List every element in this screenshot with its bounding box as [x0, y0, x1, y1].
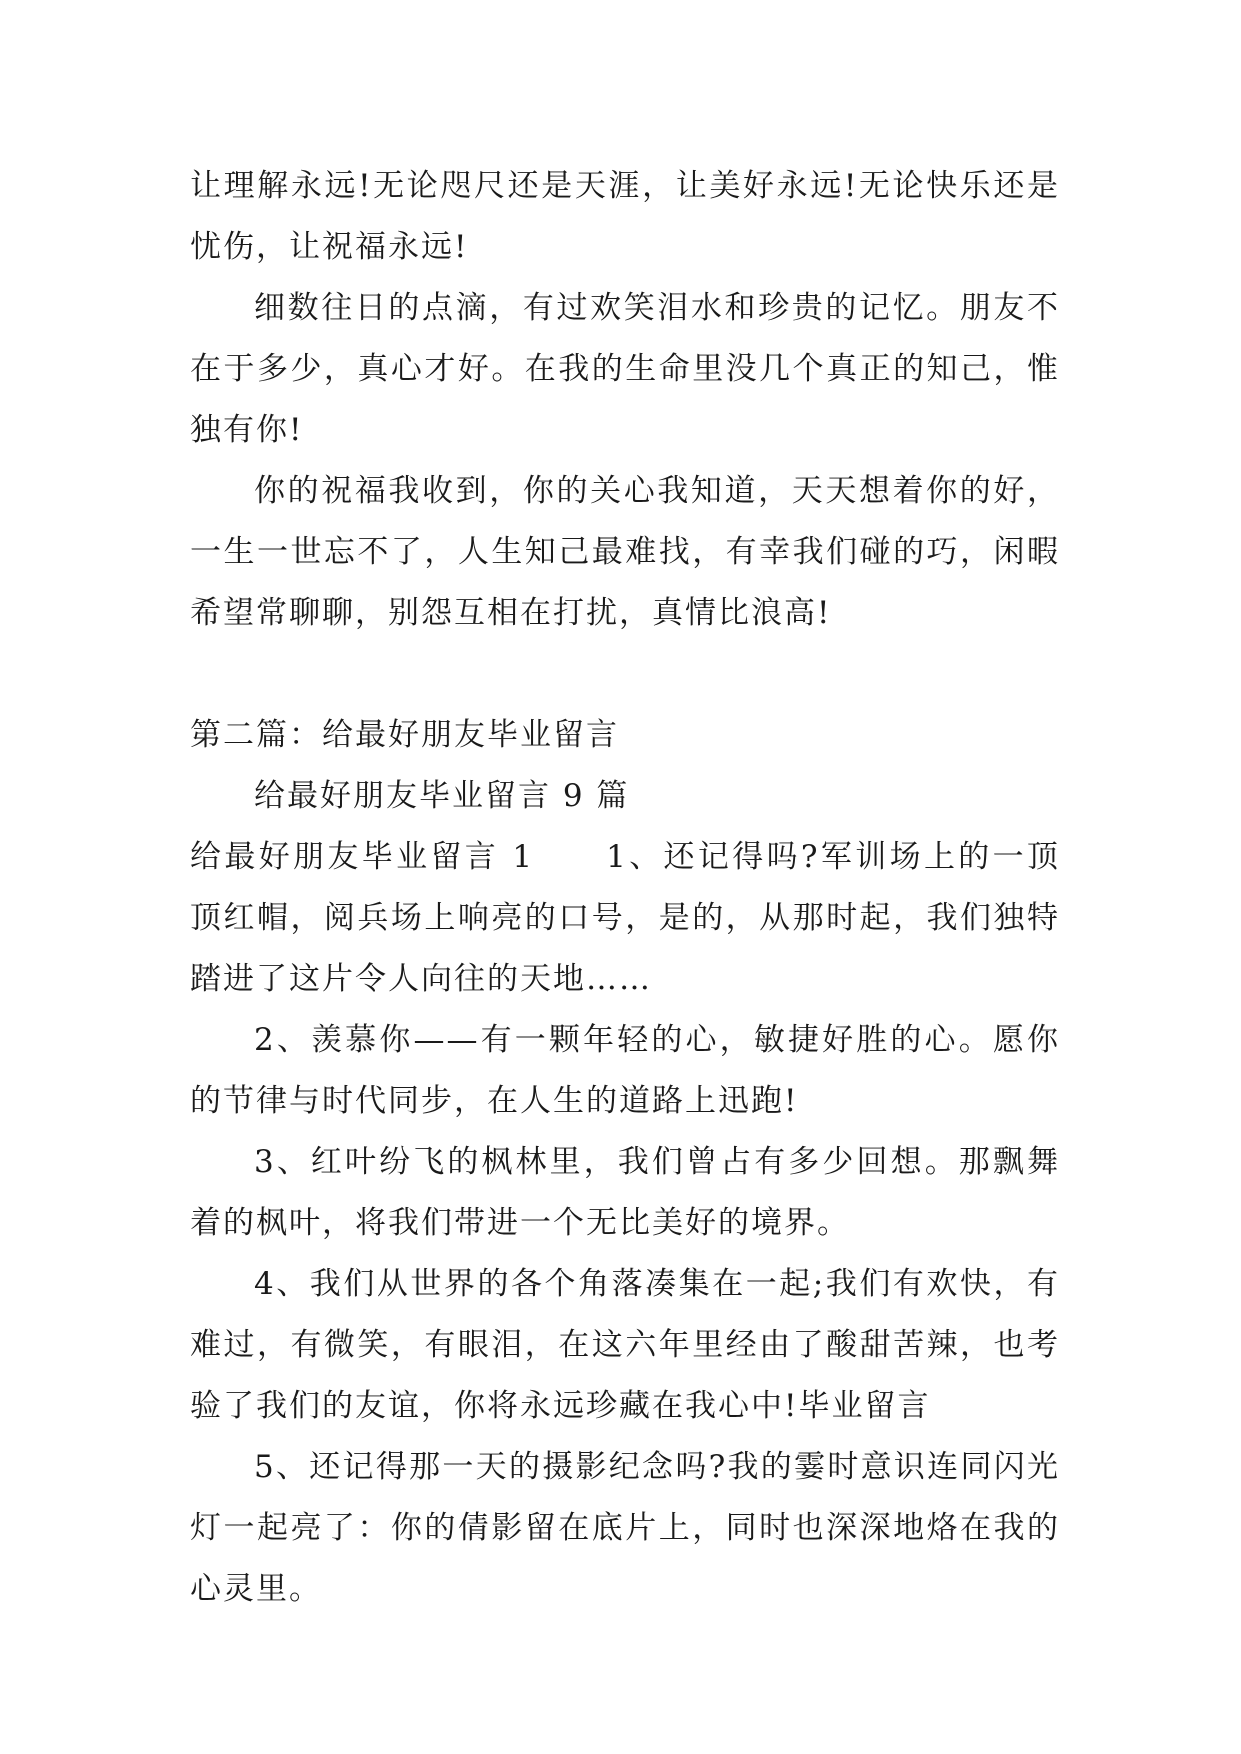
first-item-text: 1、还记得吗?军训场上的一顶顶红帽，阅兵场上响亮的口号，是的，从那时起，我们独特踏进了这片令人向往的天地…… — [190, 839, 1061, 997]
item-title: 给最好朋友毕业留言 1 — [190, 839, 535, 875]
section-spacer — [190, 644, 1060, 705]
list-item-2: 2、羡慕你——有一颗年轻的心，敏捷好胜的心。愿你的节律与时代同步，在人生的道路上迅跑! — [190, 1022, 1060, 1119]
section-subheading: 给最好朋友毕业留言 9 篇 — [254, 778, 630, 814]
continuation-paragraph: 让理解永远!无论咫尺还是天涯，让美好永远!无论快乐还是忧伤，让祝福永远! — [190, 168, 1060, 265]
document-body — [190, 156, 1060, 1620]
paragraph-friend-memories: 细数往日的点滴，有过欢笑泪水和珍贵的记忆。朋友不在于多少，真心才好。在我的生命里没几个真正的知己，惟独有你! — [190, 290, 1060, 448]
first-item-paragraph — [190, 827, 1060, 1010]
list-item-4: 4、我们从世界的各个角落凑集在一起;我们有欢快，有难过，有微笑，有眼泪，在这六年里经由了酸甜苦辣，也考验了我们的友谊，你将永远珍藏在我心中!毕业留言 — [190, 1266, 1060, 1424]
section-heading: 第二篇：给最好朋友毕业留言 — [190, 717, 619, 753]
paragraph-blessing-received: 你的祝福我收到，你的关心我知道，天天想着你的好，一生一世忘不了，人生知己最难找，有幸我们碰的巧，闲暇希望常聊聊，别怨互相在打扰，真情比浪高! — [190, 473, 1060, 631]
list-item-3: 3、红叶纷飞的枫林里，我们曾占有多少回想。那飘舞着的枫叶，将我们带进一个无比美好的境界。 — [190, 1144, 1060, 1241]
list-item-5: 5、还记得那一天的摄影纪念吗?我的霎时意识连同闪光灯一起亮了：你的倩影留在底片上，同时也深深地烙在我的心灵里。 — [190, 1449, 1060, 1607]
